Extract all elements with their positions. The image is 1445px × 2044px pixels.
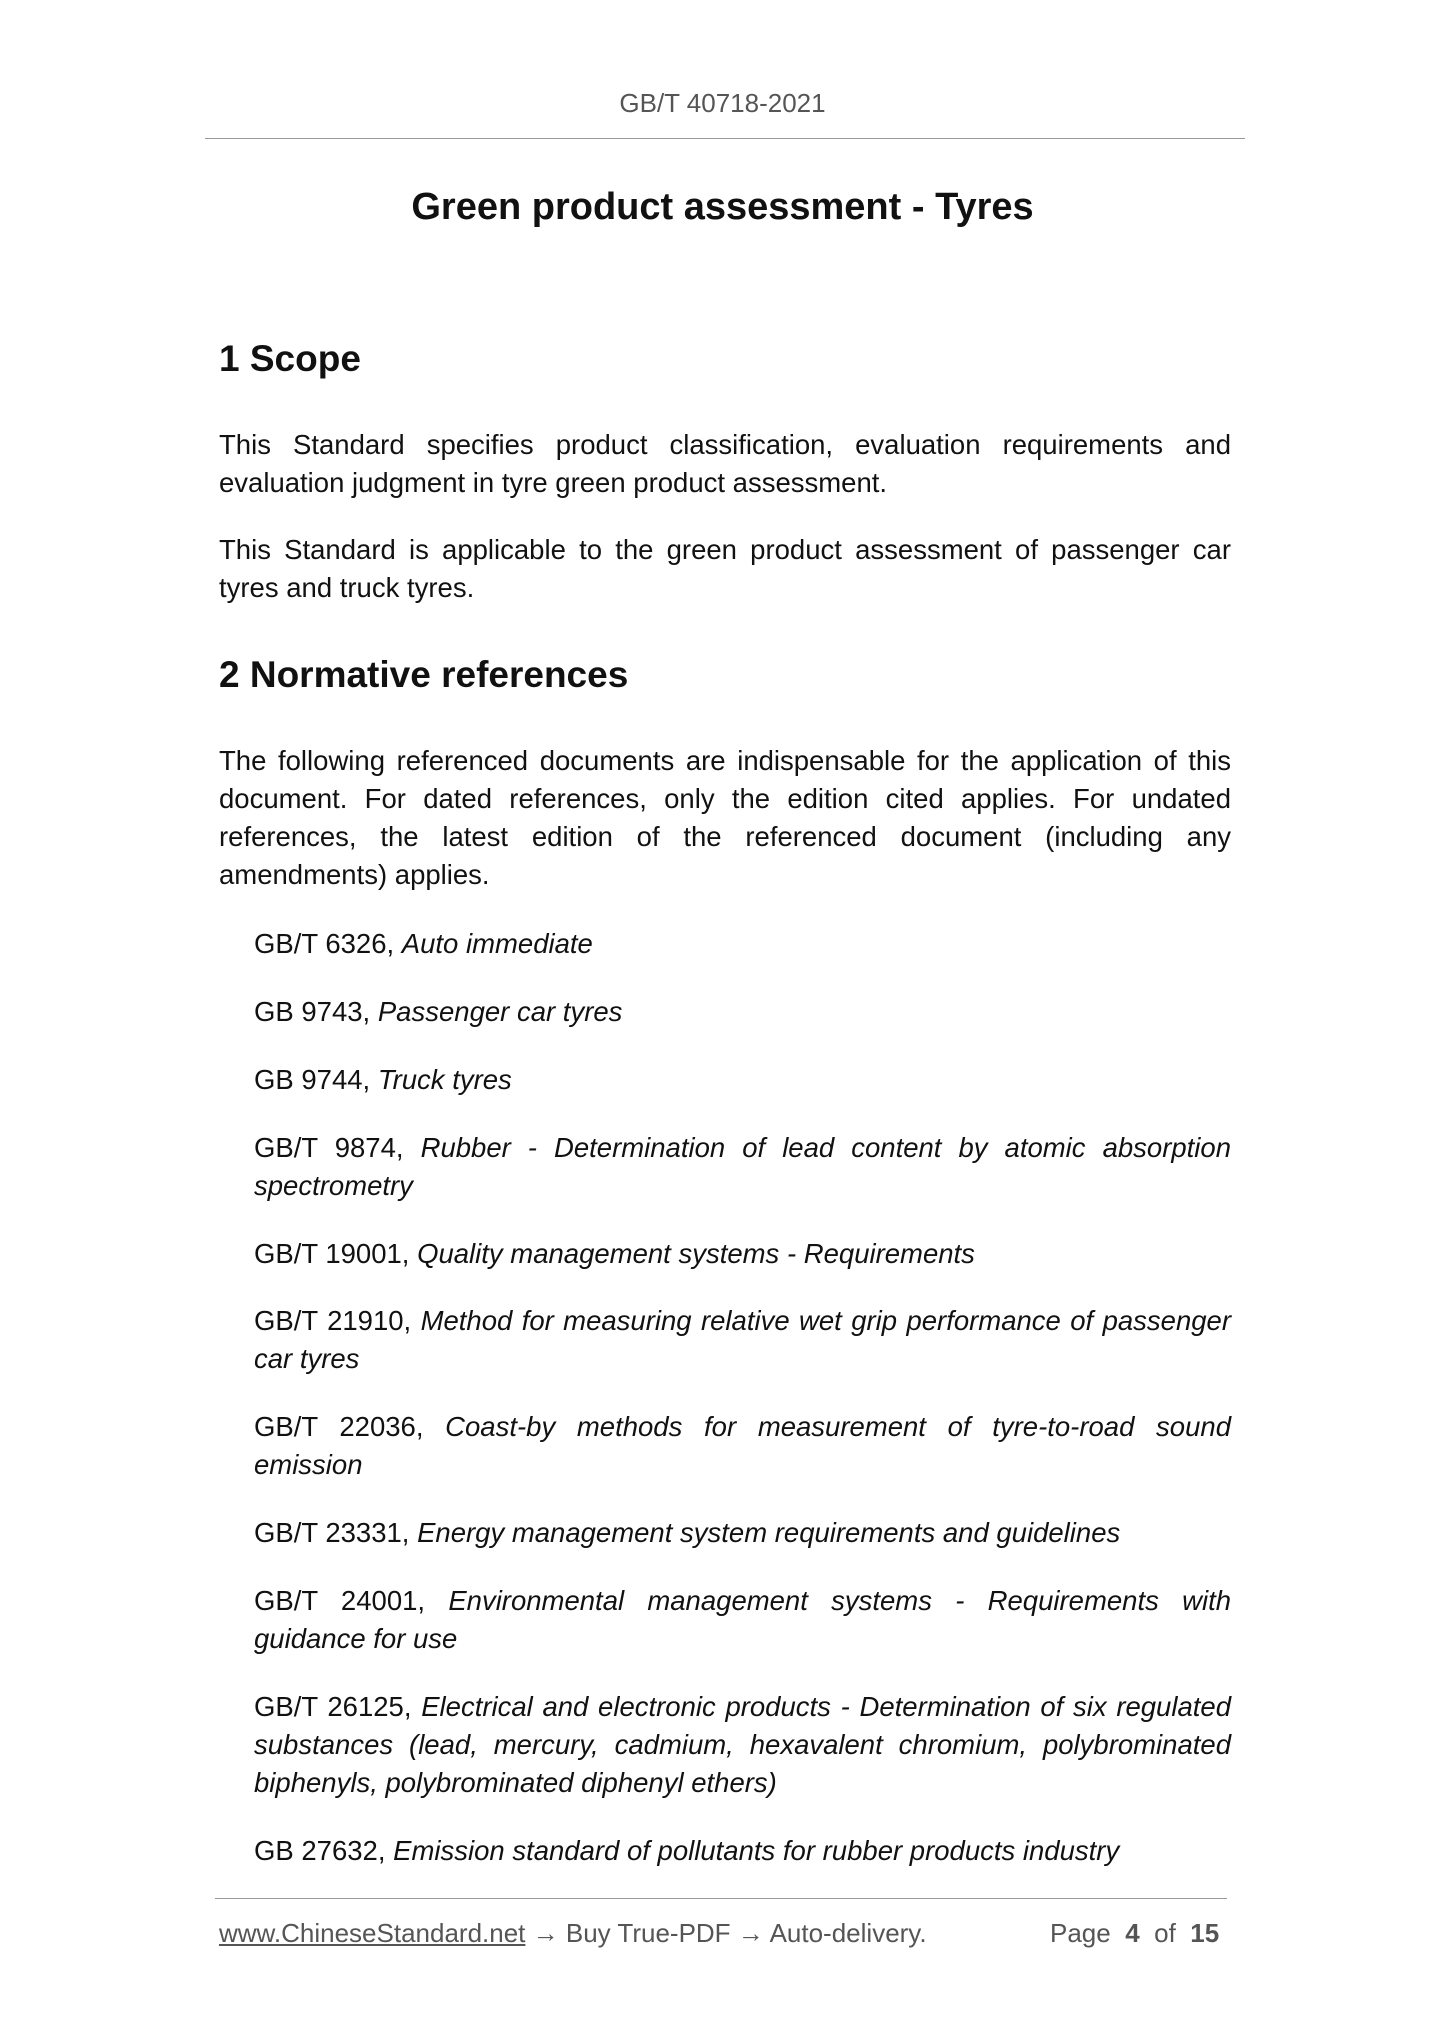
reference-code: GB/T 6326, (254, 928, 402, 959)
scope-paragraph-2: This Standard is applicable to the green product assessment of passenger car tyres and truck tyres. (219, 534, 1231, 603)
reference-title: Environmental management systems - Requirements with guidance for use (254, 1585, 1231, 1654)
reference-title: Truck tyres (377, 1064, 512, 1095)
reference-title: Passenger car tyres (377, 996, 623, 1027)
header-divider (205, 138, 1245, 139)
reference-item (254, 1061, 1231, 1099)
reference-title: Quality management systems - Requirements (417, 1238, 975, 1269)
reference-item (254, 1408, 1231, 1484)
page-of-label: of (1154, 1918, 1176, 1948)
reference-item (254, 925, 1231, 963)
reference-code: GB/T 24001, (254, 1585, 449, 1616)
document-title: Green product assessment - Tyres (411, 186, 1034, 228)
reference-title: Energy management system requirements and guidelines (417, 1517, 1121, 1548)
reference-item (254, 1129, 1231, 1205)
reference-title: Method for measuring relative wet grip performance of passenger car tyres (254, 1305, 1231, 1374)
reference-code: GB/T 23331, (254, 1517, 418, 1548)
footer-tagline: → Buy True-PDF → Auto-delivery. (525, 1918, 927, 1948)
reference-item (254, 993, 1231, 1031)
reference-code: GB/T 26125, (254, 1691, 422, 1722)
reference-item (254, 1302, 1231, 1378)
reference-code: GB/T 19001, (254, 1238, 418, 1269)
header-standard-code: GB/T 40718-2021 (619, 88, 826, 118)
reference-title: Auto immediate (401, 928, 593, 959)
reference-code: GB/T 22036, (254, 1411, 446, 1442)
page-label: Page (1050, 1918, 1111, 1948)
page-indicator (1050, 1918, 1219, 1949)
section-heading-normative-references: 2 Normative references (219, 654, 629, 695)
reference-code: GB 27632, (254, 1835, 394, 1866)
reference-item (254, 1832, 1231, 1870)
reference-item (254, 1688, 1231, 1802)
page-total: 15 (1190, 1918, 1220, 1948)
reference-title: Rubber - Determination of lead content by atomic absorption spectrometry (254, 1132, 1232, 1201)
reference-item (254, 1582, 1231, 1658)
reference-title: Electrical and electronic products - Determination of six regulated substances (lead, mercury, cadmium, hexavalent chromium, polybrominated biphenyls, polybrominated diphenyl ethers) (254, 1691, 1231, 1798)
scope-paragraph-1: This Standard specifies product classification, evaluation requirements and evaluation judgment in tyre green product assessment. (219, 429, 1231, 498)
reference-code: GB 9743, (254, 996, 378, 1027)
footer-promo (219, 1918, 927, 1949)
reference-title: Emission standard of pollutants for rubber products industry (393, 1835, 1120, 1866)
reference-title: Coast-by methods for measurement of tyre-to-road sound emission (254, 1411, 1231, 1480)
reference-item (254, 1514, 1231, 1552)
reference-item (254, 1235, 1231, 1273)
reference-code: GB/T 21910, (254, 1305, 421, 1336)
reference-code: GB 9744, (254, 1064, 378, 1095)
footer-divider (215, 1898, 1227, 1899)
page-number: 4 (1125, 1918, 1140, 1948)
normative-intro-paragraph: The following referenced documents are indispensable for the application of this document. For dated references, only the edition cited applies. For undated references, the latest edition of the referenced document (including any amendments) applies. (219, 745, 1231, 890)
website-link[interactable]: www.ChineseStandard.net (219, 1918, 526, 1948)
reference-code: GB/T 9874, (254, 1132, 421, 1163)
section-heading-scope: 1 Scope (219, 338, 361, 379)
